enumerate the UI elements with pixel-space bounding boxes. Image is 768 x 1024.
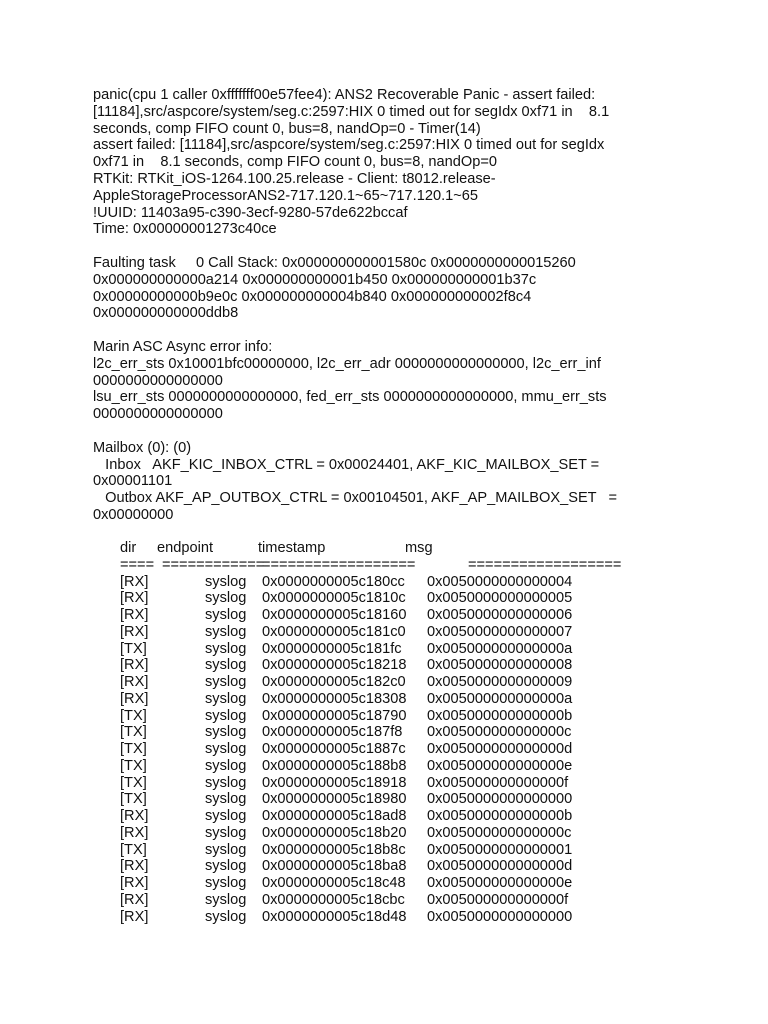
row-dir: [RX] (120, 824, 149, 841)
row-timestamp: 0x0000000005c18b20 (262, 824, 407, 841)
section-gap (93, 322, 693, 339)
faulting-line: Faulting task 0 Call Stack: 0x000000000001580c 0x0000000000015260 (93, 254, 576, 271)
row-timestamp: 0x0000000005c18ba8 (262, 858, 407, 875)
row-endpoint: syslog (205, 858, 247, 875)
row-msg: 0x005000000000000a (427, 640, 573, 657)
row-msg: 0x0050000000000001 (427, 841, 573, 858)
table-row (120, 808, 573, 825)
table-row (120, 707, 573, 725)
row-timestamp: 0x0000000005c181c0 (262, 623, 406, 640)
table-row (120, 757, 573, 775)
table-row (120, 891, 569, 909)
row-endpoint: syslog (205, 674, 247, 690)
table-row (120, 824, 572, 842)
row-timestamp: 0x0000000005c18218 (262, 657, 407, 674)
separator-dir: ==== (120, 556, 155, 573)
header-endpoint: endpoint (157, 540, 213, 556)
row-timestamp: 0x0000000005c1810c (262, 590, 406, 607)
mailbox-message-table (120, 540, 622, 925)
row-msg: 0x005000000000000c (427, 824, 572, 841)
table-body (120, 573, 573, 926)
row-endpoint: syslog (205, 791, 247, 808)
row-endpoint: syslog (205, 908, 247, 925)
row-endpoint: syslog (205, 573, 247, 590)
row-timestamp: 0x0000000005c18cbc (262, 891, 405, 908)
row-dir: [RX] (120, 590, 149, 607)
table-row (120, 774, 569, 792)
panic-line: panic(cpu 1 caller 0xfffffff00e57fee4): ANS2 Recoverable Panic - assert failed: (93, 87, 596, 103)
panic-line: 0xf71 in 8.1 seconds, comp FIFO count 0, bus=8, nandOp=0 (93, 154, 498, 171)
table-row (120, 908, 573, 926)
mailbox-line: 0x00001101 (93, 473, 173, 490)
table-header-row (120, 540, 433, 557)
row-timestamp: 0x0000000005c18b8c (262, 841, 406, 858)
row-msg: 0x0050000000000009 (427, 674, 573, 690)
table-row (120, 657, 573, 674)
row-msg: 0x005000000000000b (427, 808, 573, 824)
row-dir: [RX] (120, 657, 149, 674)
mailbox-line: Mailbox (0): (0) (93, 439, 192, 456)
separator-endpoint: ============ (162, 556, 265, 573)
faulting-line: 0x000000000000a214 0x000000000001b450 0x000000000001b37c (93, 271, 537, 288)
row-dir: [RX] (120, 891, 149, 908)
row-endpoint: syslog (205, 757, 247, 774)
row-msg: 0x005000000000000d (427, 741, 573, 757)
section-gap (93, 423, 693, 440)
row-msg: 0x005000000000000b (427, 707, 573, 724)
row-dir: [RX] (120, 623, 149, 640)
row-msg: 0x0050000000000004 (427, 573, 573, 590)
row-timestamp: 0x0000000005c182c0 (262, 674, 406, 690)
row-endpoint: syslog (205, 607, 247, 623)
table-row (120, 841, 573, 859)
table-row (120, 858, 573, 875)
row-dir: [RX] (120, 573, 149, 590)
row-msg: 0x005000000000000e (427, 875, 573, 891)
row-endpoint: syslog (205, 640, 247, 657)
row-msg: 0x0050000000000007 (427, 623, 573, 640)
separator-msg: ================== (468, 556, 622, 573)
row-dir: [TX] (120, 707, 147, 724)
separator-timestamp: ================== (262, 556, 416, 573)
row-dir: [TX] (120, 757, 147, 774)
row-timestamp: 0x0000000005c180cc (262, 573, 405, 590)
table-row (120, 791, 573, 808)
row-endpoint: syslog (205, 707, 247, 724)
panic-line: Time: 0x00000001273c40ce (93, 221, 277, 238)
row-dir: [TX] (120, 724, 147, 741)
table-separator-row (120, 556, 622, 574)
row-endpoint: syslog (205, 774, 247, 791)
row-dir: [TX] (120, 841, 147, 858)
row-endpoint: syslog (205, 741, 247, 757)
row-endpoint: syslog (205, 690, 247, 707)
row-timestamp: 0x0000000005c18308 (262, 690, 407, 707)
row-dir: [RX] (120, 808, 149, 824)
faulting-task-section (93, 255, 693, 322)
faulting-line: 0x000000000000ddb8 (93, 305, 239, 322)
row-timestamp: 0x0000000005c18790 (262, 707, 407, 724)
marin-error-section (93, 339, 693, 423)
row-dir: [TX] (120, 640, 147, 657)
table-row (120, 573, 573, 591)
table-row (120, 623, 573, 641)
table-row (120, 875, 573, 892)
row-timestamp: 0x0000000005c18918 (262, 774, 407, 791)
row-dir: [TX] (120, 741, 147, 757)
table-row (120, 674, 573, 691)
table-row (120, 590, 573, 607)
row-dir: [RX] (120, 875, 149, 891)
row-msg: 0x005000000000000a (427, 690, 573, 707)
row-endpoint: syslog (205, 623, 247, 640)
row-dir: [RX] (120, 858, 149, 875)
mailbox-section (93, 440, 693, 524)
row-timestamp: 0x0000000005c18160 (262, 607, 407, 623)
mailbox-line: Inbox AKF_KIC_INBOX_CTRL = 0x00024401, AKF_KIC_MAILBOX_SET = (93, 456, 600, 473)
mailbox-line: Outbox AKF_AP_OUTBOX_CTRL = 0x00104501, AKF_AP_MAILBOX_SET = (93, 490, 618, 507)
row-dir: [RX] (120, 674, 149, 690)
row-timestamp: 0x0000000005c181fc (262, 640, 402, 657)
panic-line: assert failed: [11184],src/aspcore/system/seg.c:2597:HIX 0 timed out for segIdx (93, 137, 605, 154)
row-msg: 0x005000000000000d (427, 858, 573, 875)
faulting-line: 0x00000000000b9e0c 0x000000000004b840 0x000000000002f8c4 (93, 288, 532, 305)
panic-section (93, 87, 693, 238)
row-msg: 0x005000000000000f (427, 891, 569, 908)
table-row (120, 741, 573, 758)
row-endpoint: syslog (205, 891, 247, 908)
row-endpoint: syslog (205, 841, 247, 858)
row-msg: 0x0050000000000006 (427, 607, 573, 623)
row-timestamp: 0x0000000005c18c48 (262, 875, 406, 891)
table-row (120, 607, 573, 624)
row-dir: [RX] (120, 690, 149, 707)
table-row (120, 724, 572, 741)
header-dir: dir (120, 540, 137, 556)
panic-line: RTKit: RTKit_iOS-1264.100.25.release - Client: t8012.release- (93, 170, 496, 187)
row-endpoint: syslog (205, 875, 247, 891)
marin-line: Marin ASC Async error info: (93, 338, 273, 355)
row-msg: 0x005000000000000f (427, 774, 569, 791)
row-timestamp: 0x0000000005c18d48 (262, 908, 407, 925)
row-endpoint: syslog (205, 724, 247, 741)
row-endpoint: syslog (205, 590, 247, 607)
row-endpoint: syslog (205, 824, 247, 841)
row-dir: [TX] (120, 774, 147, 791)
row-msg: 0x0050000000000005 (427, 590, 573, 607)
marin-line: 0000000000000000 (93, 406, 223, 423)
row-endpoint: syslog (205, 657, 247, 674)
panic-line: AppleStorageProcessorANS2-717.120.1~65~717.120.1~65 (93, 187, 478, 204)
section-gap (93, 238, 693, 255)
row-msg: 0x0050000000000008 (427, 657, 573, 674)
row-msg: 0x005000000000000e (427, 757, 573, 774)
row-dir: [RX] (120, 908, 149, 925)
header-msg: msg (405, 540, 433, 556)
row-timestamp: 0x0000000005c18980 (262, 791, 407, 808)
row-timestamp: 0x0000000005c1887c (262, 741, 406, 757)
header-timestamp: timestamp (258, 540, 326, 556)
marin-line: 0000000000000000 (93, 372, 223, 389)
row-msg: 0x0050000000000000 (427, 908, 573, 925)
row-msg: 0x0050000000000000 (427, 791, 573, 808)
row-timestamp: 0x0000000005c18ad8 (262, 808, 407, 824)
marin-line: lsu_err_sts 0000000000000000, fed_err_sts 0000000000000000, mmu_err_sts (93, 389, 607, 406)
panic-log-document (93, 87, 693, 524)
row-dir: [RX] (120, 607, 149, 623)
panic-line: seconds, comp FIFO count 0, bus=8, nandOp=0 - Timer(14) (93, 120, 481, 137)
row-dir: [TX] (120, 791, 147, 808)
row-endpoint: syslog (205, 808, 247, 824)
row-msg: 0x005000000000000c (427, 724, 572, 741)
row-timestamp: 0x0000000005c188b8 (262, 757, 407, 774)
table-row (120, 640, 573, 658)
panic-line: !UUID: 11403a95-c390-3ecf-9280-57de622bccaf (93, 204, 408, 221)
panic-line: [11184],src/aspcore/system/seg.c:2597:HIX 0 timed out for segIdx 0xf71 in 8.1 (93, 103, 610, 120)
row-timestamp: 0x0000000005c187f8 (262, 724, 403, 741)
table-row (120, 690, 573, 708)
marin-line: l2c_err_sts 0x10001bfc00000000, l2c_err_adr 0000000000000000, l2c_err_inf (93, 355, 601, 372)
mailbox-line: 0x00000000 (93, 506, 174, 523)
